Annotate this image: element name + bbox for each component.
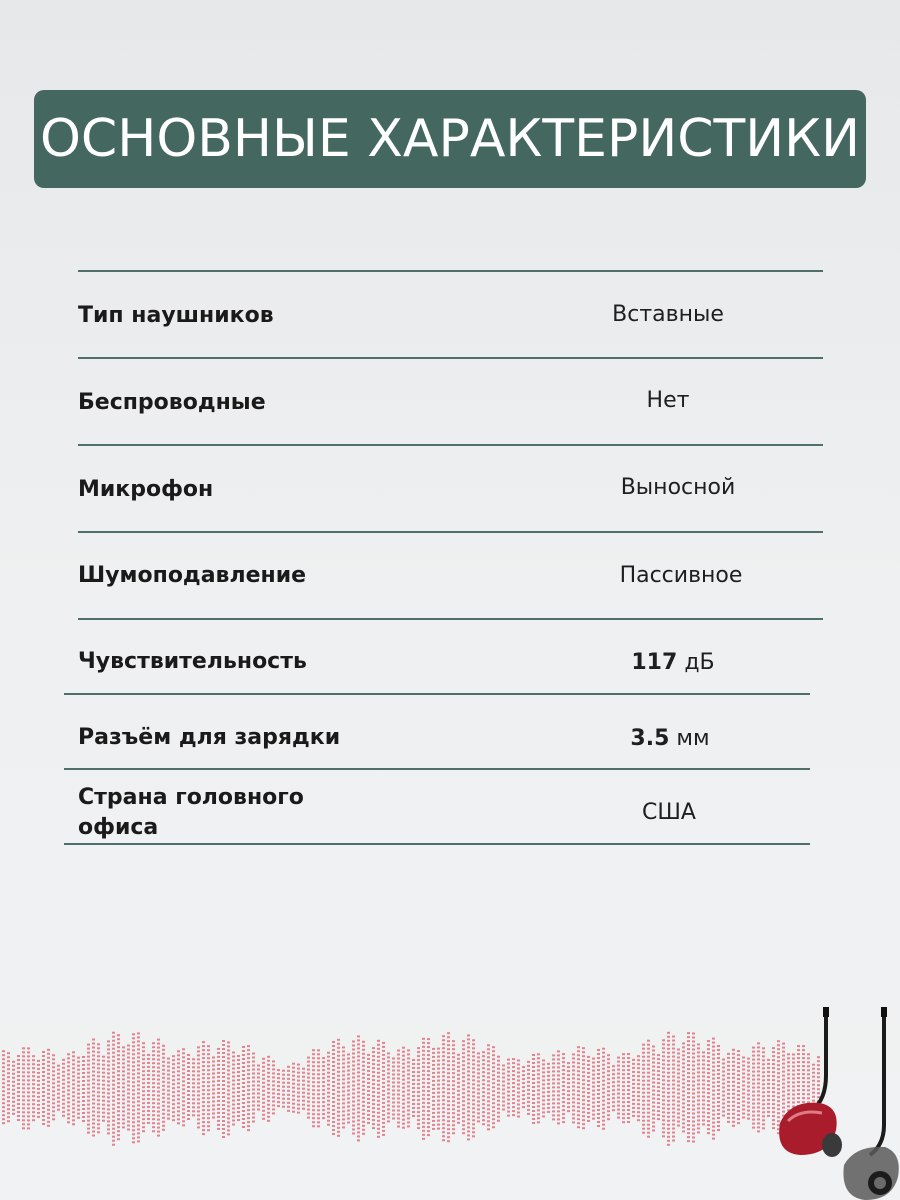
spec-label-microphone: Микрофон: [78, 477, 214, 502]
sound-wave-icon: [0, 1020, 820, 1150]
spec-value-wireless: Нет: [646, 388, 690, 413]
spec-label-sensitivity: Чувствительность: [78, 649, 307, 674]
spec-value-unit: дБ: [684, 650, 715, 675]
spec-value-number: 3.5: [630, 726, 670, 751]
divider: [78, 270, 823, 272]
spec-value-microphone: Выносной: [620, 475, 736, 500]
spec-label-wireless: Беспроводные: [78, 390, 266, 415]
spec-value-number: 117: [631, 650, 678, 675]
spec-value-type: Вставные: [612, 302, 724, 327]
spec-label-line: Страна головного: [78, 785, 304, 810]
spec-label-line: офиса: [78, 815, 159, 840]
spec-label-connector: Разъём для зарядки: [78, 725, 341, 750]
spec-label-noise-reduction: Шумоподавление: [78, 563, 307, 588]
spec-label-country: [78, 783, 304, 843]
page-title: ОСНОВНЫЕ ХАРАКТЕРИСТИКИ: [39, 109, 860, 169]
spec-value-connector: [550, 724, 790, 754]
earphones-icon: [760, 1005, 900, 1200]
spec-value-unit: мм: [676, 726, 710, 751]
divider: [78, 618, 823, 620]
divider: [78, 444, 823, 446]
divider: [64, 843, 810, 845]
title-banner: [34, 90, 866, 188]
divider: [78, 357, 823, 359]
spec-value-sensitivity: [553, 648, 793, 678]
divider: [78, 531, 823, 533]
spec-label-type: Тип наушников: [78, 303, 274, 328]
divider: [64, 693, 810, 695]
divider: [64, 768, 810, 770]
spec-value-noise-reduction: Пассивное: [619, 563, 743, 588]
spec-value-country: США: [642, 800, 696, 825]
